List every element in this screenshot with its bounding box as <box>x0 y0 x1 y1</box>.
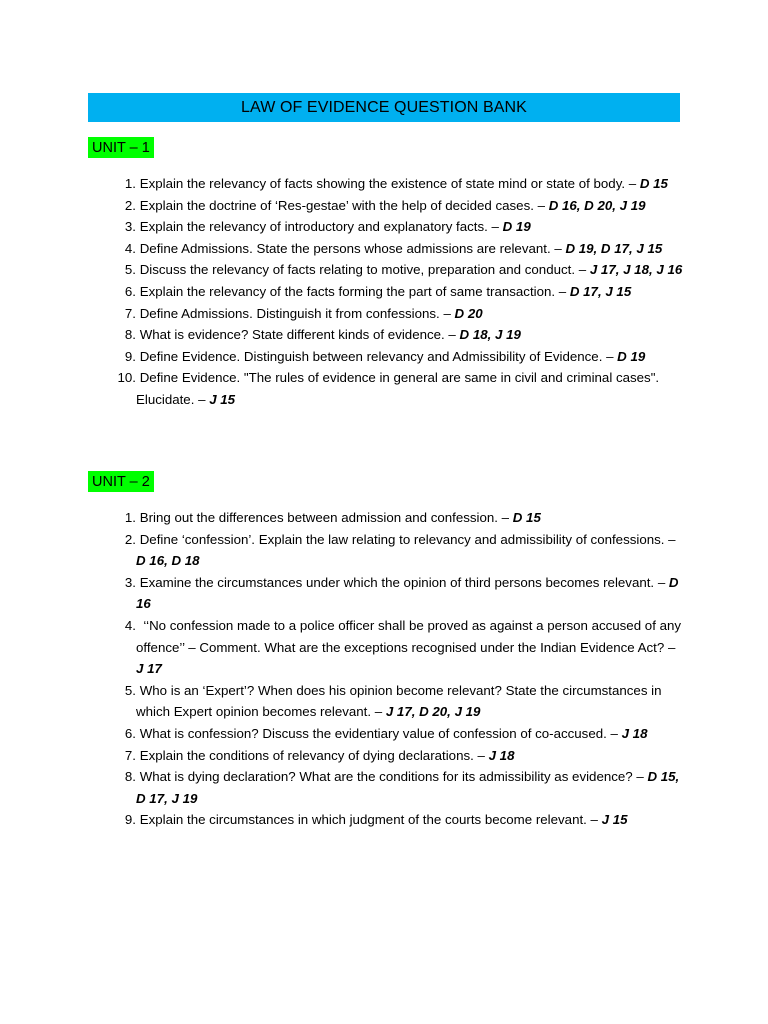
list-item <box>106 346 686 368</box>
question-text: Explain the circumstances in which judgment of the courts become relevant. – <box>139 812 602 828</box>
question-text-block <box>136 259 686 281</box>
question-text: Explain the conditions of relevancy of dying declarations. – <box>139 747 489 763</box>
exam-code: D 16, D 20, J 19 <box>548 197 646 213</box>
list-item <box>106 529 686 572</box>
exam-code: J 18 <box>621 725 648 741</box>
question-text-block <box>136 615 686 680</box>
list-item <box>106 572 686 615</box>
exam-code: J 17 <box>136 661 162 677</box>
question-text-block <box>136 529 686 572</box>
question-number: 8. <box>124 769 136 785</box>
question-number: 9. <box>124 348 136 364</box>
list-item <box>106 723 686 745</box>
question-text-block <box>136 680 686 723</box>
question-text-block <box>136 572 686 615</box>
question-text-block <box>136 216 686 238</box>
question-number: 1. <box>124 176 136 191</box>
list-item <box>106 324 686 346</box>
exam-code: D 17, J 15 <box>569 283 632 299</box>
question-text: ‘‘No confession made to a police officer shall be proved as against a person accused of any offence’’ – Comment. What are the exceptions recognised under the Indian Evidence Act? – <box>136 617 682 655</box>
question-number: 6. <box>124 283 136 299</box>
question-number: 6. <box>124 725 136 741</box>
question-text-block <box>136 303 686 325</box>
list-item <box>106 615 686 680</box>
exam-code: D 19 <box>502 219 531 235</box>
list-item <box>106 216 686 238</box>
question-text: What is dying declaration? What are the conditions for its admissibility as evidence? – <box>139 769 648 785</box>
unit-1-heading: UNIT – 1 <box>88 137 154 158</box>
exam-code: J 15 <box>601 812 628 828</box>
list-item <box>106 173 686 195</box>
question-text: Explain the relevancy of facts showing the existence of state mind or state of body. – <box>139 176 640 191</box>
question-text: What is confession? Discuss the evidentiary value of confession of co-accused. – <box>139 725 622 741</box>
list-item <box>106 809 686 831</box>
question-text: Explain the doctrine of ‘Res-gestae’ with the help of decided cases. – <box>139 197 549 213</box>
question-text-block <box>136 367 686 410</box>
exam-code: D 20 <box>454 305 483 321</box>
question-text: Define Admissions. State the persons whose admissions are relevant. – <box>139 240 566 256</box>
question-number: 1. <box>124 510 136 525</box>
exam-code: J 15 <box>209 391 236 407</box>
question-text: Define Evidence. "The rules of evidence in general are same in civil and criminal cases". Elucidate. – <box>136 370 660 407</box>
unit-2-question-list <box>106 507 686 831</box>
question-text: What is evidence? State different kinds of evidence. – <box>139 327 460 343</box>
question-number: 3. <box>124 219 136 235</box>
exam-code: D 15 <box>512 510 541 525</box>
list-item <box>106 766 686 809</box>
list-item <box>106 259 686 281</box>
question-text: Who is an ‘Expert’? When does his opinion become relevant? State the circumstances in which Expert opinion becomes relevant. – <box>136 682 662 720</box>
question-text-block <box>136 723 686 745</box>
question-number: 9. <box>124 812 136 828</box>
question-text: Explain the relevancy of introductory and explanatory facts. – <box>139 219 503 235</box>
question-text: Bring out the differences between admission and confession. – <box>139 510 513 525</box>
question-text: Define ‘confession’. Explain the law relating to relevancy and admissibility of confessions. – <box>139 531 676 547</box>
exam-code: D 15, D 17, J 19 <box>136 769 680 806</box>
list-item <box>106 238 686 260</box>
page-title: LAW OF EVIDENCE QUESTION BANK <box>88 93 680 122</box>
exam-code: J 17, D 20, J 19 <box>385 704 481 720</box>
exam-code: D 18, J 19 <box>459 327 521 343</box>
question-number: 3. <box>124 574 136 590</box>
list-item <box>106 195 686 217</box>
question-text-block <box>136 238 686 260</box>
exam-code: D 15 <box>639 176 668 191</box>
unit-1-question-list <box>106 173 686 411</box>
exam-code: D 16 <box>136 574 679 612</box>
question-text-block <box>136 507 686 529</box>
question-text: Explain the relevancy of the facts forming the part of same transaction. – <box>139 283 570 299</box>
question-number: 4. <box>124 240 136 256</box>
question-text-block <box>136 195 686 217</box>
question-text-block <box>136 324 686 346</box>
list-item <box>106 303 686 325</box>
question-text-block <box>136 281 686 303</box>
question-text-block <box>136 173 686 195</box>
exam-code: D 19, D 17, J 15 <box>565 240 663 256</box>
unit-2-heading: UNIT – 2 <box>88 471 154 492</box>
question-number: 7. <box>124 747 136 763</box>
question-number: 4. <box>124 617 136 633</box>
question-text-block <box>136 745 686 767</box>
list-item <box>106 367 686 410</box>
question-text: Define Admissions. Distinguish it from confessions. – <box>139 305 455 321</box>
question-text: Examine the circumstances under which the opinion of third persons becomes relevant. – <box>139 574 669 590</box>
question-number: 5. <box>124 682 136 698</box>
question-number: 5. <box>124 262 136 278</box>
question-number: 7. <box>124 305 136 321</box>
question-text-block <box>136 346 686 368</box>
exam-code: J 17, J 18, J 16 <box>589 262 683 278</box>
question-text: Discuss the relevancy of facts relating to motive, preparation and conduct. – <box>139 262 590 278</box>
question-number: 2. <box>124 531 136 547</box>
question-number: 2. <box>124 197 136 213</box>
list-item <box>106 281 686 303</box>
question-number: 8. <box>124 327 136 343</box>
exam-code: D 16, D 18 <box>136 553 200 569</box>
question-text: Define Evidence. Distinguish between relevancy and Admissibility of Evidence. – <box>139 348 618 364</box>
question-number: 10. <box>117 370 136 386</box>
exam-code: J 18 <box>488 747 515 763</box>
list-item <box>106 507 686 529</box>
list-item <box>106 745 686 767</box>
question-text-block <box>136 766 686 809</box>
question-text-block <box>136 809 686 831</box>
exam-code: D 19 <box>617 348 646 364</box>
list-item <box>106 680 686 723</box>
